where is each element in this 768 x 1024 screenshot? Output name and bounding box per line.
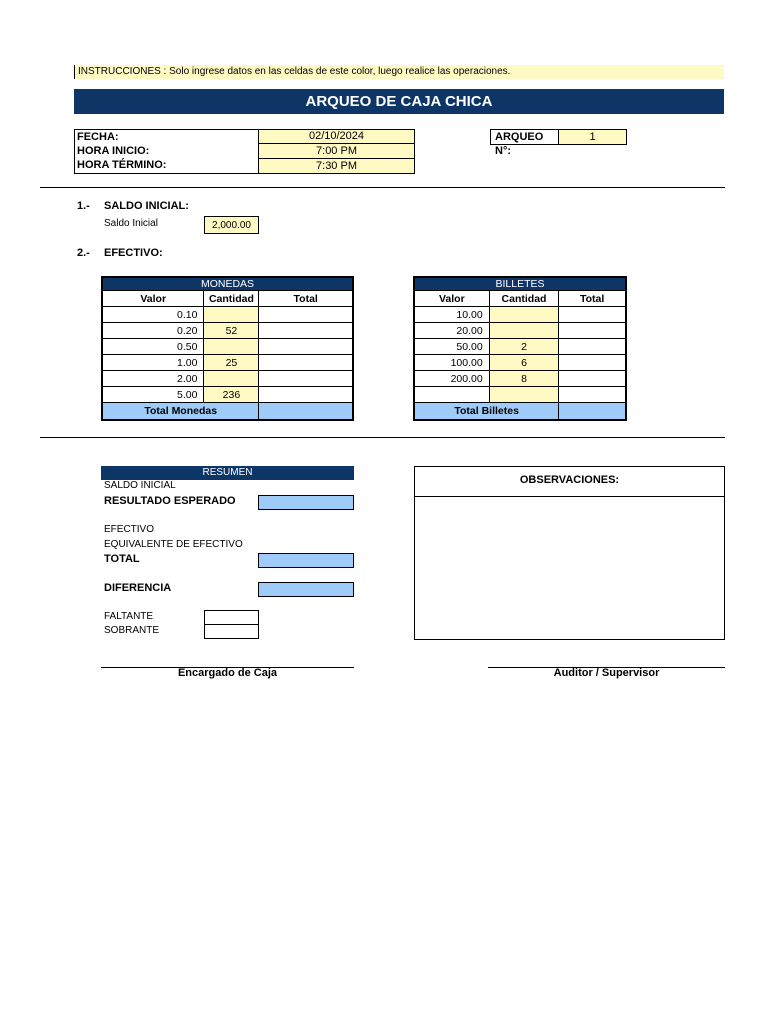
table-row (414, 387, 626, 403)
billetes-total-cell (559, 323, 626, 339)
saldo-inicial-field[interactable]: 2,000.00 (204, 216, 259, 234)
resumen-resultado-esperado: RESULTADO ESPERADO (104, 495, 236, 507)
monedas-cantidad-cell[interactable]: 25 (204, 355, 259, 371)
signature-encargado: Encargado de Caja (177, 667, 278, 679)
monedas-total-cell (259, 323, 353, 339)
billetes-valor-cell: 200.00 (414, 371, 489, 387)
resumen-diferencia: DIFERENCIA (104, 582, 172, 594)
instructions-text: INSTRUCCIONES : Solo ingrese datos en las celdas de este color, luego realice las operaciones. (78, 66, 511, 77)
table-row (102, 307, 353, 323)
saldo-inicial-label: Saldo Inicial (104, 218, 158, 229)
billetes-cantidad-cell[interactable]: 8 (489, 371, 559, 387)
monedas-valor-cell: 0.20 (102, 323, 204, 339)
monedas-cantidad-cell[interactable]: 236 (204, 387, 259, 403)
billetes-col-valor: Valor (414, 291, 489, 307)
monedas-cantidad-cell[interactable]: 52 (204, 323, 259, 339)
billetes-total-cell (559, 339, 626, 355)
instructions-banner (74, 65, 724, 79)
arqueo-label: ARQUEO N°: (490, 129, 559, 145)
resumen-title: RESUMEN (101, 466, 354, 480)
monedas-valor-cell: 0.50 (102, 339, 204, 355)
observaciones-text-area[interactable] (415, 497, 724, 641)
monedas-total-cell (259, 387, 353, 403)
monedas-title: MONEDAS (102, 277, 353, 291)
resumen-faltante: FALTANTE (104, 611, 154, 622)
observaciones-box (414, 466, 725, 640)
page-title (74, 89, 724, 114)
billetes-total-cell (559, 387, 626, 403)
billetes-cantidad-cell[interactable] (489, 307, 559, 323)
monedas-col-total: Total (259, 291, 353, 307)
monedas-total-cell (259, 339, 353, 355)
resumen-sobrante: SOBRANTE (104, 625, 160, 636)
monedas-valor-cell: 0.10 (102, 307, 204, 323)
resumen-equivalente: EQUIVALENTE DE EFECTIVO (104, 539, 243, 550)
billetes-valor-cell (414, 387, 489, 403)
billetes-total-cell (559, 307, 626, 323)
diferencia-value (258, 582, 354, 597)
monedas-col-cantidad: Cantidad (204, 291, 259, 307)
fecha-field[interactable]: 02/10/2024 (258, 129, 415, 144)
monedas-table (101, 276, 354, 421)
table-row (102, 339, 353, 355)
table-row (414, 339, 626, 355)
billetes-col-total: Total (559, 291, 626, 307)
billetes-cantidad-cell[interactable] (489, 323, 559, 339)
billetes-valor-cell: 10.00 (414, 307, 489, 323)
table-row (102, 371, 353, 387)
billetes-valor-cell: 50.00 (414, 339, 489, 355)
monedas-cantidad-cell[interactable] (204, 371, 259, 387)
faltante-value[interactable] (204, 610, 259, 625)
monedas-cantidad-cell[interactable] (204, 307, 259, 323)
billetes-valor-cell: 100.00 (414, 355, 489, 371)
billetes-total-cell (559, 355, 626, 371)
monedas-valor-cell: 1.00 (102, 355, 204, 371)
billetes-cantidad-cell[interactable]: 2 (489, 339, 559, 355)
total-value (258, 553, 354, 568)
table-row (414, 371, 626, 387)
monedas-total-cell (259, 355, 353, 371)
table-row (102, 387, 353, 403)
billetes-cantidad-cell[interactable] (489, 387, 559, 403)
hora-termino-field[interactable]: 7:30 PM (258, 158, 415, 174)
resumen-efectivo: EFECTIVO (104, 524, 155, 535)
table-row (414, 323, 626, 339)
section1-title: SALDO INICIAL: (104, 200, 189, 212)
table-row (102, 355, 353, 371)
billetes-valor-cell: 20.00 (414, 323, 489, 339)
monedas-valor-cell: 2.00 (102, 371, 204, 387)
total-billetes-value (559, 403, 626, 420)
hora-inicio-label: HORA INICIO: (77, 145, 150, 157)
billetes-total-cell (559, 371, 626, 387)
hora-inicio-field[interactable]: 7:00 PM (258, 143, 415, 159)
signature-auditor: Auditor / Supervisor (553, 667, 660, 679)
monedas-total-cell (259, 307, 353, 323)
page-title-text: ARQUEO DE CAJA CHICA (305, 93, 493, 110)
fecha-label: FECHA: (77, 131, 119, 143)
resumen-total: TOTAL (104, 553, 140, 565)
monedas-col-valor: Valor (102, 291, 204, 307)
arqueo-number-field[interactable]: 1 (558, 129, 627, 145)
total-monedas-label: Total Monedas (102, 403, 259, 420)
billetes-table (413, 276, 627, 421)
total-monedas-value (259, 403, 353, 420)
section1-number: 1.- (77, 200, 90, 212)
billetes-col-cantidad: Cantidad (489, 291, 559, 307)
hora-termino-label: HORA TÉRMINO: (77, 159, 167, 171)
observaciones-title: OBSERVACIONES: (415, 467, 724, 497)
table-row (102, 323, 353, 339)
monedas-cantidad-cell[interactable] (204, 339, 259, 355)
resultado-esperado-value (258, 495, 354, 510)
table-row (414, 307, 626, 323)
resumen-saldo-inicial: SALDO INICIAL (104, 480, 176, 491)
divider-top (40, 187, 725, 188)
monedas-valor-cell: 5.00 (102, 387, 204, 403)
divider-middle (40, 437, 725, 438)
total-billetes-label: Total Billetes (414, 403, 559, 420)
section2-title: EFECTIVO: (104, 247, 163, 259)
sobrante-value[interactable] (204, 624, 259, 639)
section2-number: 2.- (77, 247, 90, 259)
billetes-title: BILLETES (414, 277, 626, 291)
table-row (414, 355, 626, 371)
monedas-total-cell (259, 371, 353, 387)
billetes-cantidad-cell[interactable]: 6 (489, 355, 559, 371)
